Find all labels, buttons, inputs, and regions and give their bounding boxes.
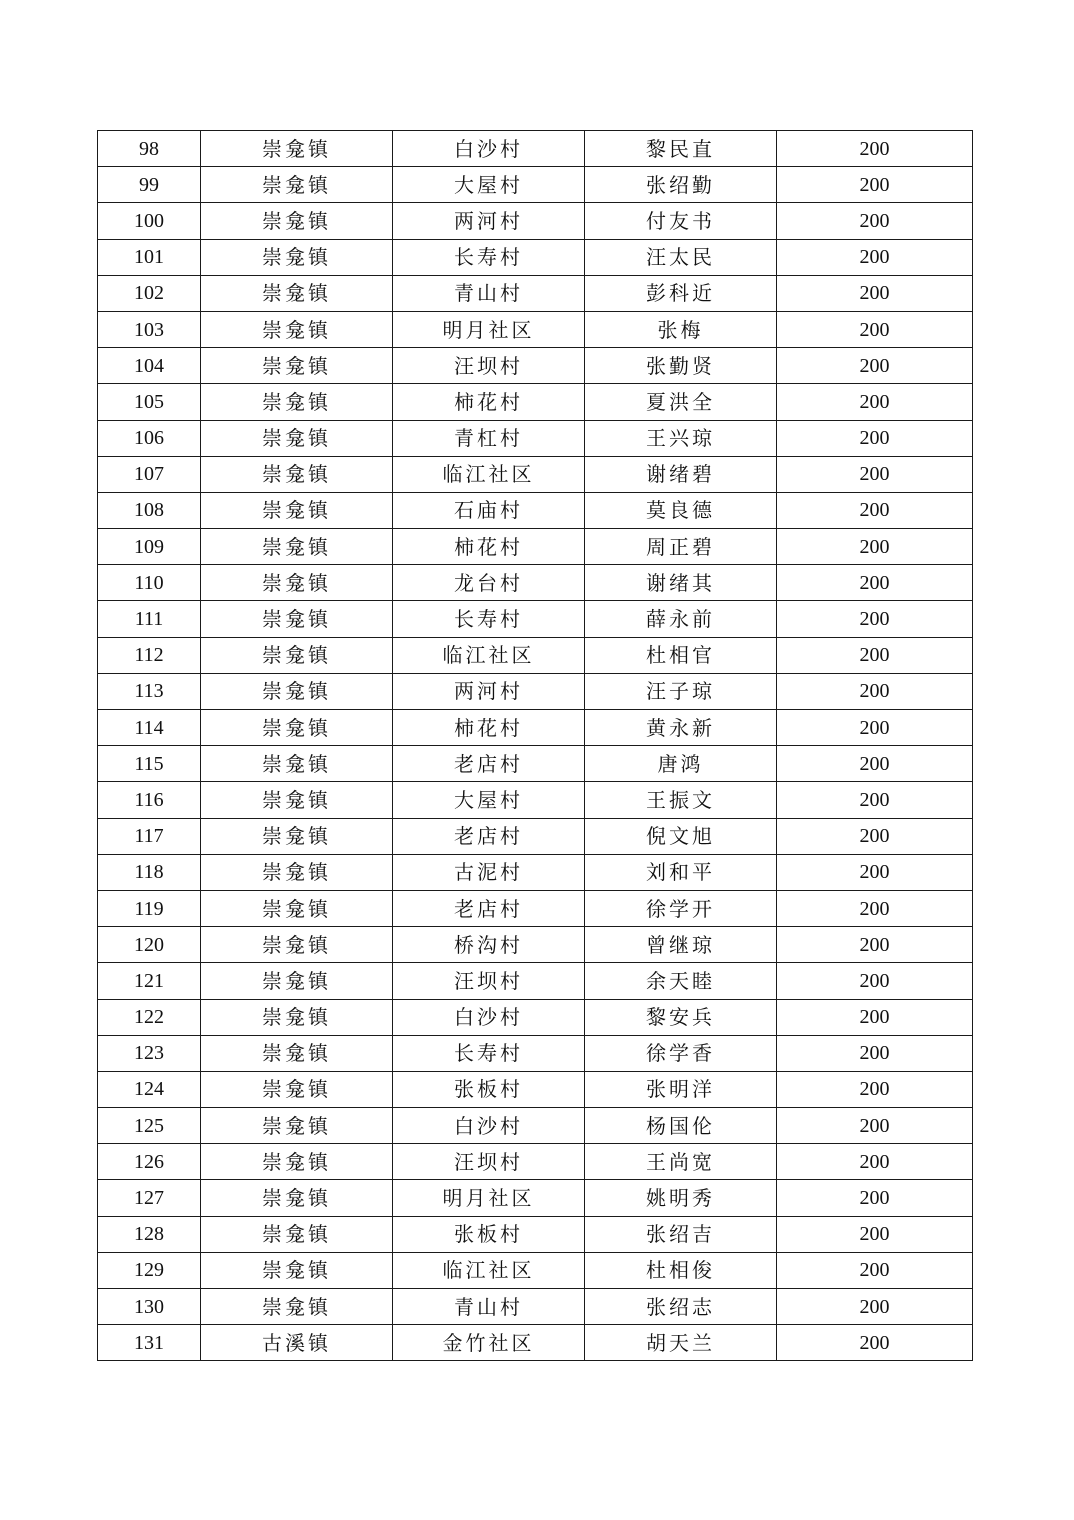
person-name-cell: 杜相官: [585, 637, 777, 673]
table-row: [98, 1035, 973, 1071]
person-name-cell: 杨国伦: [585, 1108, 777, 1144]
table-row: [98, 384, 973, 420]
village-cell: 临江社区: [393, 456, 585, 492]
serial-number-cell: 102: [98, 275, 201, 311]
village-cell: 汪坝村: [393, 1144, 585, 1180]
village-cell: 明月社区: [393, 311, 585, 347]
town-cell: 崇龛镇: [201, 1035, 393, 1071]
amount-cell: 200: [777, 854, 973, 890]
person-name-cell: 夏洪全: [585, 384, 777, 420]
amount-cell: 200: [777, 927, 973, 963]
person-name-cell: 张梅: [585, 311, 777, 347]
person-name-cell: 曾继琼: [585, 927, 777, 963]
person-name-cell: 唐鸿: [585, 746, 777, 782]
village-cell: 张板村: [393, 1216, 585, 1252]
table-row: [98, 311, 973, 347]
table-row: [98, 239, 973, 275]
serial-number-cell: 120: [98, 927, 201, 963]
village-cell: 两河村: [393, 203, 585, 239]
person-name-cell: 刘和平: [585, 854, 777, 890]
village-cell: 汪坝村: [393, 348, 585, 384]
town-cell: 崇龛镇: [201, 1108, 393, 1144]
town-cell: 崇龛镇: [201, 565, 393, 601]
town-cell: 崇龛镇: [201, 601, 393, 637]
village-cell: 白沙村: [393, 131, 585, 167]
serial-number-cell: 100: [98, 203, 201, 239]
amount-cell: 200: [777, 746, 973, 782]
table-row: [98, 348, 973, 384]
town-cell: 崇龛镇: [201, 492, 393, 528]
table-row: [98, 601, 973, 637]
amount-cell: 200: [777, 348, 973, 384]
village-cell: 老店村: [393, 890, 585, 926]
person-name-cell: 黎民直: [585, 131, 777, 167]
table-row: [98, 746, 973, 782]
serial-number-cell: 119: [98, 890, 201, 926]
serial-number-cell: 130: [98, 1289, 201, 1325]
village-cell: 老店村: [393, 746, 585, 782]
amount-cell: 200: [777, 239, 973, 275]
village-cell: 长寿村: [393, 1035, 585, 1071]
town-cell: 崇龛镇: [201, 384, 393, 420]
amount-cell: 200: [777, 529, 973, 565]
person-name-cell: 谢绪其: [585, 565, 777, 601]
table-row: [98, 167, 973, 203]
serial-number-cell: 114: [98, 710, 201, 746]
serial-number-cell: 109: [98, 529, 201, 565]
town-cell: 崇龛镇: [201, 239, 393, 275]
person-name-cell: 付友书: [585, 203, 777, 239]
amount-cell: 200: [777, 1216, 973, 1252]
serial-number-cell: 98: [98, 131, 201, 167]
village-cell: 青杠村: [393, 420, 585, 456]
town-cell: 崇龛镇: [201, 311, 393, 347]
village-cell: 长寿村: [393, 239, 585, 275]
town-cell: 崇龛镇: [201, 1071, 393, 1107]
village-cell: 长寿村: [393, 601, 585, 637]
person-name-cell: 余天睦: [585, 963, 777, 999]
town-cell: 古溪镇: [201, 1325, 393, 1361]
serial-number-cell: 128: [98, 1216, 201, 1252]
person-name-cell: 莫良德: [585, 492, 777, 528]
amount-cell: 200: [777, 637, 973, 673]
table-row: [98, 565, 973, 601]
village-cell: 桥沟村: [393, 927, 585, 963]
person-name-cell: 杜相俊: [585, 1252, 777, 1288]
serial-number-cell: 124: [98, 1071, 201, 1107]
serial-number-cell: 115: [98, 746, 201, 782]
table-row: [98, 1071, 973, 1107]
person-name-cell: 胡天兰: [585, 1325, 777, 1361]
town-cell: 崇龛镇: [201, 275, 393, 311]
person-name-cell: 黎安兵: [585, 999, 777, 1035]
village-cell: 石庙村: [393, 492, 585, 528]
serial-number-cell: 112: [98, 637, 201, 673]
amount-cell: 200: [777, 601, 973, 637]
amount-cell: 200: [777, 565, 973, 601]
village-cell: 古泥村: [393, 854, 585, 890]
town-cell: 崇龛镇: [201, 963, 393, 999]
town-cell: 崇龛镇: [201, 1252, 393, 1288]
amount-cell: 200: [777, 1252, 973, 1288]
serial-number-cell: 125: [98, 1108, 201, 1144]
town-cell: 崇龛镇: [201, 529, 393, 565]
serial-number-cell: 131: [98, 1325, 201, 1361]
amount-cell: 200: [777, 999, 973, 1035]
table-row: [98, 710, 973, 746]
person-name-cell: 张绍吉: [585, 1216, 777, 1252]
table-row: [98, 782, 973, 818]
amount-cell: 200: [777, 167, 973, 203]
serial-number-cell: 123: [98, 1035, 201, 1071]
village-cell: 龙台村: [393, 565, 585, 601]
person-name-cell: 徐学开: [585, 890, 777, 926]
village-cell: 临江社区: [393, 637, 585, 673]
village-cell: 临江社区: [393, 1252, 585, 1288]
amount-cell: 200: [777, 782, 973, 818]
person-name-cell: 张绍勤: [585, 167, 777, 203]
village-cell: 柿花村: [393, 384, 585, 420]
serial-number-cell: 118: [98, 854, 201, 890]
amount-cell: 200: [777, 203, 973, 239]
town-cell: 崇龛镇: [201, 999, 393, 1035]
town-cell: 崇龛镇: [201, 1144, 393, 1180]
village-cell: 金竹社区: [393, 1325, 585, 1361]
amount-cell: 200: [777, 818, 973, 854]
table-row: [98, 890, 973, 926]
serial-number-cell: 103: [98, 311, 201, 347]
person-name-cell: 薛永前: [585, 601, 777, 637]
person-name-cell: 谢绪碧: [585, 456, 777, 492]
town-cell: 崇龛镇: [201, 818, 393, 854]
recipient-table-body: [98, 131, 973, 1361]
serial-number-cell: 127: [98, 1180, 201, 1216]
town-cell: 崇龛镇: [201, 348, 393, 384]
serial-number-cell: 113: [98, 673, 201, 709]
amount-cell: 200: [777, 131, 973, 167]
person-name-cell: 王兴琼: [585, 420, 777, 456]
person-name-cell: 周正碧: [585, 529, 777, 565]
amount-cell: 200: [777, 1180, 973, 1216]
town-cell: 崇龛镇: [201, 746, 393, 782]
table-row: [98, 637, 973, 673]
town-cell: 崇龛镇: [201, 1216, 393, 1252]
table-row: [98, 1325, 973, 1361]
person-name-cell: 王振文: [585, 782, 777, 818]
amount-cell: 200: [777, 963, 973, 999]
serial-number-cell: 101: [98, 239, 201, 275]
village-cell: 明月社区: [393, 1180, 585, 1216]
table-row: [98, 927, 973, 963]
amount-cell: 200: [777, 384, 973, 420]
amount-cell: 200: [777, 420, 973, 456]
person-name-cell: 倪文旭: [585, 818, 777, 854]
serial-number-cell: 107: [98, 456, 201, 492]
village-cell: 青山村: [393, 1289, 585, 1325]
person-name-cell: 姚明秀: [585, 1180, 777, 1216]
town-cell: 崇龛镇: [201, 456, 393, 492]
amount-cell: 200: [777, 275, 973, 311]
town-cell: 崇龛镇: [201, 673, 393, 709]
serial-number-cell: 111: [98, 601, 201, 637]
town-cell: 崇龛镇: [201, 782, 393, 818]
table-row: [98, 963, 973, 999]
serial-number-cell: 122: [98, 999, 201, 1035]
town-cell: 崇龛镇: [201, 1180, 393, 1216]
table-row: [98, 203, 973, 239]
amount-cell: 200: [777, 492, 973, 528]
town-cell: 崇龛镇: [201, 1289, 393, 1325]
town-cell: 崇龛镇: [201, 890, 393, 926]
table-row: [98, 1108, 973, 1144]
table-row: [98, 999, 973, 1035]
amount-cell: 200: [777, 456, 973, 492]
person-name-cell: 徐学香: [585, 1035, 777, 1071]
table-row: [98, 1252, 973, 1288]
village-cell: 大屋村: [393, 167, 585, 203]
village-cell: 柿花村: [393, 529, 585, 565]
person-name-cell: 汪太民: [585, 239, 777, 275]
serial-number-cell: 126: [98, 1144, 201, 1180]
table-row: [98, 854, 973, 890]
town-cell: 崇龛镇: [201, 420, 393, 456]
table-row: [98, 1216, 973, 1252]
village-cell: 两河村: [393, 673, 585, 709]
table-row: [98, 456, 973, 492]
table-row: [98, 818, 973, 854]
person-name-cell: 彭科近: [585, 275, 777, 311]
town-cell: 崇龛镇: [201, 131, 393, 167]
serial-number-cell: 121: [98, 963, 201, 999]
table-row: [98, 492, 973, 528]
amount-cell: 200: [777, 890, 973, 926]
amount-cell: 200: [777, 1144, 973, 1180]
amount-cell: 200: [777, 1035, 973, 1071]
town-cell: 崇龛镇: [201, 167, 393, 203]
town-cell: 崇龛镇: [201, 854, 393, 890]
person-name-cell: 汪子琼: [585, 673, 777, 709]
serial-number-cell: 99: [98, 167, 201, 203]
town-cell: 崇龛镇: [201, 637, 393, 673]
serial-number-cell: 106: [98, 420, 201, 456]
amount-cell: 200: [777, 673, 973, 709]
village-cell: 白沙村: [393, 1108, 585, 1144]
amount-cell: 200: [777, 1108, 973, 1144]
table-row: [98, 1180, 973, 1216]
table-row: [98, 1144, 973, 1180]
serial-number-cell: 105: [98, 384, 201, 420]
amount-cell: 200: [777, 710, 973, 746]
table-row: [98, 673, 973, 709]
village-cell: 白沙村: [393, 999, 585, 1035]
amount-cell: 200: [777, 1289, 973, 1325]
table-row: [98, 131, 973, 167]
village-cell: 张板村: [393, 1071, 585, 1107]
town-cell: 崇龛镇: [201, 710, 393, 746]
serial-number-cell: 116: [98, 782, 201, 818]
person-name-cell: 张勤贤: [585, 348, 777, 384]
town-cell: 崇龛镇: [201, 203, 393, 239]
serial-number-cell: 108: [98, 492, 201, 528]
person-name-cell: 张明洋: [585, 1071, 777, 1107]
table-row: [98, 420, 973, 456]
amount-cell: 200: [777, 1325, 973, 1361]
village-cell: 老店村: [393, 818, 585, 854]
person-name-cell: 王尚宽: [585, 1144, 777, 1180]
person-name-cell: 黄永新: [585, 710, 777, 746]
village-cell: 青山村: [393, 275, 585, 311]
village-cell: 柿花村: [393, 710, 585, 746]
table-row: [98, 275, 973, 311]
person-name-cell: 张绍志: [585, 1289, 777, 1325]
town-cell: 崇龛镇: [201, 927, 393, 963]
serial-number-cell: 117: [98, 818, 201, 854]
serial-number-cell: 110: [98, 565, 201, 601]
recipient-table: [97, 130, 973, 1361]
village-cell: 汪坝村: [393, 963, 585, 999]
table-row: [98, 529, 973, 565]
amount-cell: 200: [777, 1071, 973, 1107]
table-row: [98, 1289, 973, 1325]
village-cell: 大屋村: [393, 782, 585, 818]
amount-cell: 200: [777, 311, 973, 347]
serial-number-cell: 129: [98, 1252, 201, 1288]
serial-number-cell: 104: [98, 348, 201, 384]
